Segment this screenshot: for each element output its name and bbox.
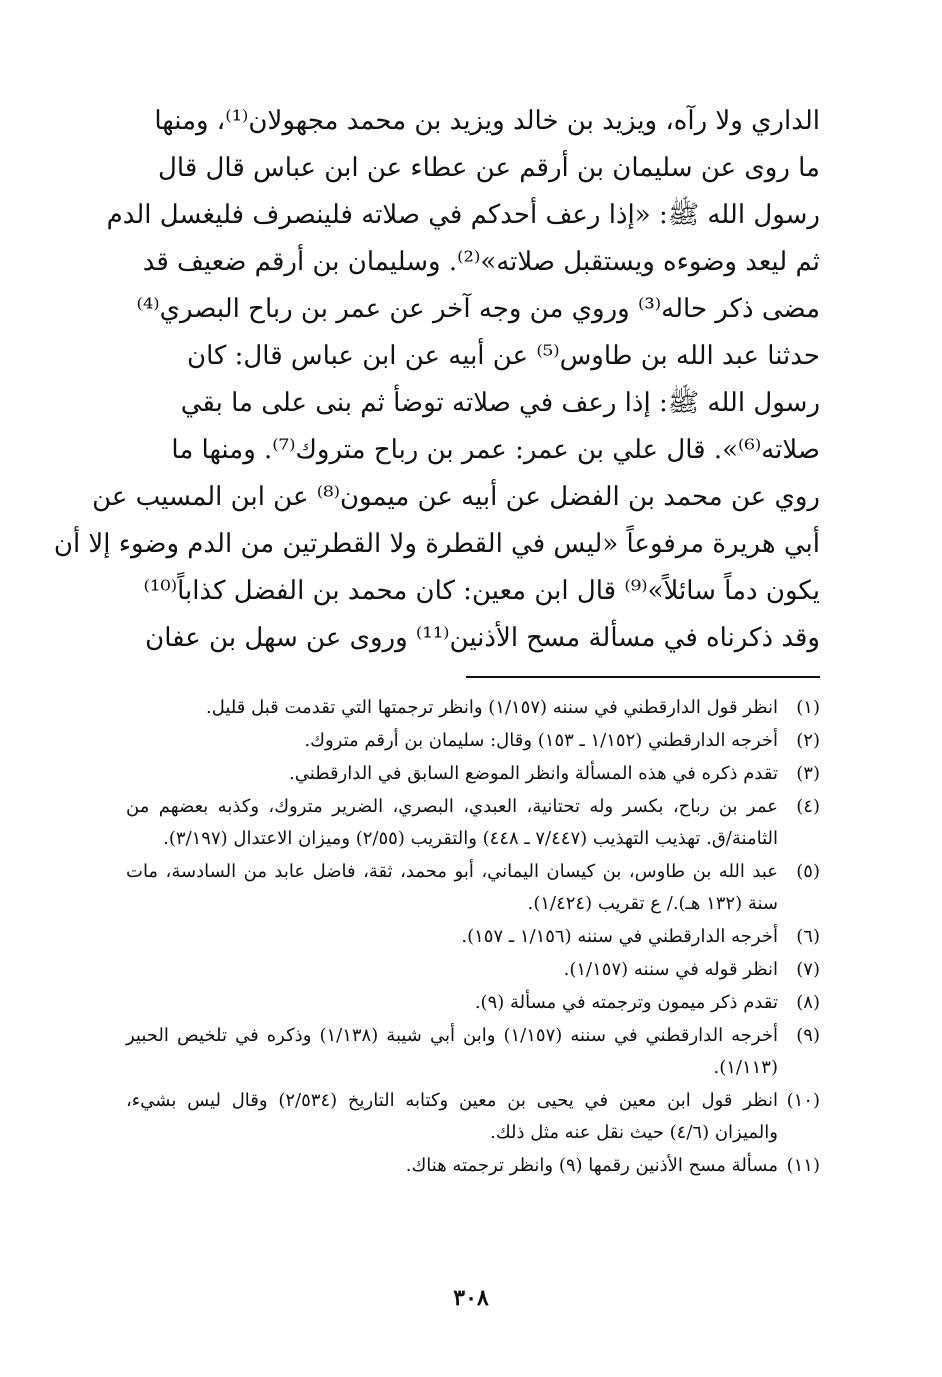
body-line: حدثنا عبد الله بن طاوس⁽⁵⁾ عن أبيه عن ابن عباس قال: كان bbox=[186, 341, 820, 371]
footnote-number: (٥) bbox=[796, 861, 820, 882]
body-line: يكون دماً سائلاً»⁽⁹⁾ قال ابن معين: كان محمد بن الفضل كذاباً⁽¹⁰⁾ bbox=[143, 576, 820, 606]
page-number: ٣٠٨ bbox=[453, 1285, 489, 1311]
body-line: روي عن محمد بن الفضل عن أبيه عن ميمون⁽⁸⁾ عن ابن المسيب عن bbox=[92, 482, 820, 512]
footnote-number: (٢) bbox=[796, 730, 820, 751]
footnote-text: تقدم ذكر ميمون وترجمته في مسألة (٩). bbox=[474, 992, 778, 1013]
footnote-text: عبد الله بن طاوس، بن كيسان اليماني، أبو محمد، ثقة، فاضل عابد من السادسة، مات سنة (١٣٢ هـ)./ ع تقريب (١/٤٢٤). bbox=[126, 861, 778, 914]
footnote-item bbox=[126, 725, 820, 757]
footnote-number: (١٠) bbox=[786, 1090, 820, 1111]
main-text-block bbox=[53, 98, 820, 662]
footnote-item bbox=[126, 987, 820, 1019]
footnote-number: (١١) bbox=[786, 1155, 820, 1176]
footnote-number: (٧) bbox=[796, 959, 820, 980]
footnote-number: (٤) bbox=[796, 796, 820, 817]
footnote-text: انظر قول الدارقطني في سننه (١/١٥٧) وانظر ترجمتها التي تقدمت قبل قليل. bbox=[206, 697, 778, 718]
footnote-number: (١) bbox=[796, 697, 820, 718]
footnote-text: أخرجه الدارقطني (١/١٥٢ ـ ١٥٣) وقال: سليمان بن أرقم متروك. bbox=[304, 730, 778, 751]
body-line: مضى ذكر حاله⁽³⁾ وروي من وجه آخر عن عمر بن رباح البصري⁽⁴⁾ bbox=[136, 294, 820, 324]
body-line: ثم ليعد وضوءه ويستقبل صلاته»⁽²⁾. وسليمان بن أرقم ضعيف قد bbox=[142, 247, 820, 277]
footnote-number: (٦) bbox=[796, 926, 820, 947]
body-line: أبي هريرة مرفوعاً «ليس في القطرة ولا القطرتين من الدم وضوء إلا أن bbox=[53, 529, 820, 559]
footnote-item bbox=[126, 758, 820, 790]
footnote-item bbox=[126, 1020, 820, 1084]
footnotes-section bbox=[126, 692, 820, 1183]
body-line: الداري ولا رآه، ويزيد بن خالد ويزيد بن محمد مجهولان⁽¹⁾، ومنها bbox=[154, 106, 820, 136]
footnote-number: (٣) bbox=[796, 763, 820, 784]
body-line: رسول الله ﷺ: إذا رعف في صلاته توضأ ثم بنى على ما بقي bbox=[180, 388, 820, 418]
body-line: صلاته⁽⁶⁾». قال علي بن عمر: عمر بن رباح متروك⁽⁷⁾. ومنها ما bbox=[171, 435, 820, 465]
footnote-number: (٩) bbox=[796, 1025, 820, 1046]
footnote-item bbox=[126, 954, 820, 986]
body-line: ما روى عن سليمان بن أرقم عن عطاء عن ابن عباس قال قال bbox=[158, 153, 820, 183]
footnote-separator bbox=[466, 676, 820, 678]
footnote-item bbox=[126, 1085, 820, 1149]
body-line: وقد ذكرناه في مسألة مسح الأذنين⁽¹¹⁾ وروى عن سهل بن عفان bbox=[145, 623, 820, 653]
footnote-item bbox=[126, 921, 820, 953]
body-paragraph bbox=[53, 98, 820, 662]
footnote-item bbox=[126, 1150, 820, 1182]
footnote-text: انظر قول ابن معين في يحيى بن معين وكتابه التاريخ (٢/٥٣٤) وقال ليس بشيء، والميزان (٤/٦) حيث نقل عنه مثل ذلك. bbox=[126, 1090, 778, 1143]
body-line: رسول الله ﷺ: «إذا رعف أحدكم في صلاته فلينصرف فليغسل الدم bbox=[106, 200, 820, 230]
footnote-text: أخرجه الدارقطني في سننه (١/١٥٧) وابن أبي شيبة (١/١٣٨) وذكره في تلخيص الحبير (١/١١٣). bbox=[126, 1025, 778, 1078]
footnote-item bbox=[126, 791, 820, 855]
footnote-text: انظر قوله في سننه (١/١٥٧). bbox=[563, 959, 778, 980]
footnote-number: (٨) bbox=[796, 992, 820, 1013]
footnote-text: عمر بن رباح، بكسر وله تحتانية، العبدي، البصري، الضرير متروك، وكذبه بعضهم من الثامنة/ق. تهذيب التهذيب (٧/٤٤٧ ـ ٤٤٨) والتقريب (٢/٥٥) وميزان الاعتدال (٣/١٩٧). bbox=[126, 796, 778, 849]
footnote-text: مسألة مسح الأذنين رقمها (٩) وانظر ترجمته هناك. bbox=[405, 1155, 778, 1176]
footnote-text: تقدم ذكره في هذه المسألة وانظر الموضع السابق في الدارقطني. bbox=[289, 763, 778, 784]
footnote-text: أخرجه الدارقطني في سننه (١/١٥٦ ـ ١٥٧). bbox=[461, 926, 778, 947]
footnote-item bbox=[126, 692, 820, 724]
footnote-item bbox=[126, 856, 820, 920]
